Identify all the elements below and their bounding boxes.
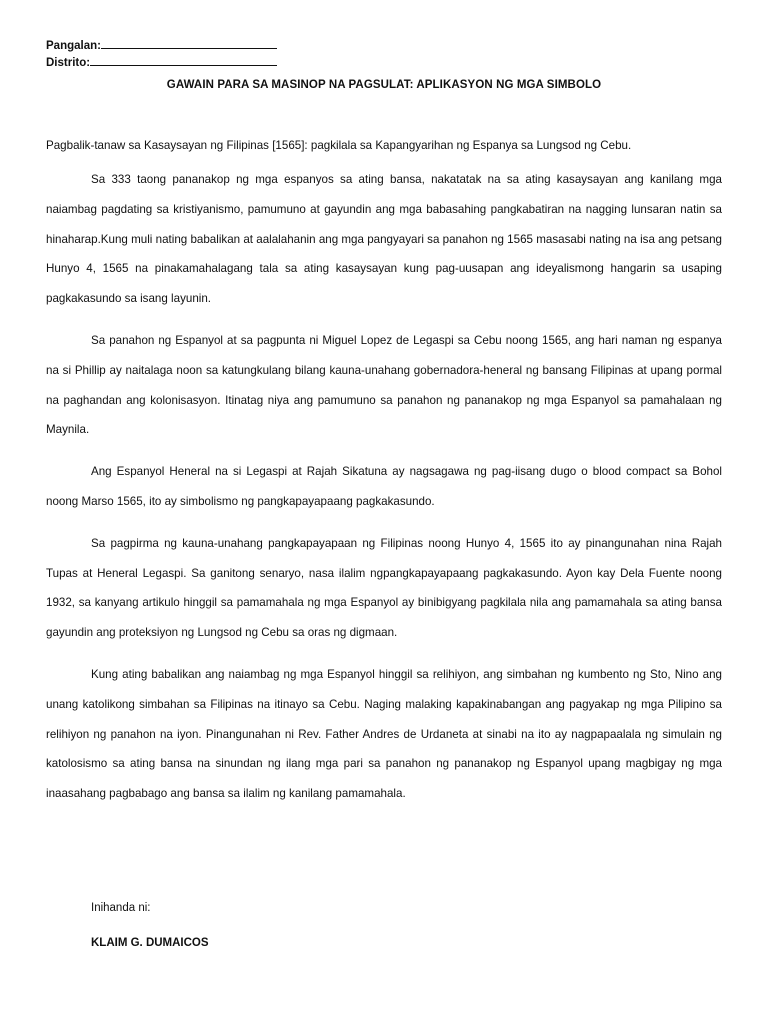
paragraph: Ang Espanyol Heneral na si Legaspi at Rajah Sikatuna ay nagsagawa ng pag-iisang dugo o blood compact sa Bohol noong Marso 1565, ito ay simbolismo ng pangkapayapaang pagkakasundo. <box>46 465 722 508</box>
name-blank-line <box>101 37 277 49</box>
paragraph: Sa panahon ng Espanyol at sa pagpunta ni Miguel Lopez de Legaspi sa Cebu noong 1565, ang hari naman ng espanya na si Phillip ay naitalaga noon sa katungkulang bilang kauna-unahang gobernadora-heneral ng bansang Filipinas at upang pormal na paghandan ang kolonisasyon. Itinatag niya ang pamumuno sa panahon ng pananakop ng mga Espanyol sa pamahalaan ng Maynila. <box>46 333 722 437</box>
signature-block <box>91 902 209 949</box>
paragraph: Sa 333 taong pananakop ng mga espanyos sa ating bansa, nakatatak na sa ating kasaysayan ang kanilang mga naiambag pagdating sa kristiyanismo, pamumuno at gayundin ang mga babasahing pangkabatiran na nagging lunsaran natin sa hinaharap.Kung muli nating babalikan at aalalahanin ang mga pangyayari sa panahon ng 1565 masasabi nating na isa ang petsang Hunyo 4, 1565 na pinakamahalagang tala sa ating kasaysayan kung pag-uusapan ang ideyalismong hangarin sa usaping pagkakasundo sa isang layunin. <box>46 173 722 306</box>
document-title: GAWAIN PARA SA MASINOP NA PAGSULAT: APLIKASYON NG MGA SIMBOLO <box>166 79 602 91</box>
district-label: Distrito: <box>46 57 91 69</box>
paragraph: Kung ating babalikan ang naiambag ng mga Espanyol hinggil sa relihiyon, ang simbahan ng kumbento ng Sto, Nino ang unang katolikong simbahan sa Filipinas na itinayo sa Cebu. Naging malaking kapakinabangan ang pagyakap ng mga Pilipino sa relihiyon ng panahon na iyon. Pinangunahan ni Rev. Father Andres de Urdaneta at sinabi na ito ay nagpapaalala ng simulain ng katolosismo sa ating bansa na sinundan ng ilang mga pari sa panahon ng pananakop ng Espanyol upang magbigay ng mga inaasahang pagbabago ang bansa sa ilalim ng kanilang pamamahala. <box>46 667 722 801</box>
intro-line: Pagbalik-tanaw sa Kasaysayan ng Filipinas [1565]: pagkilala sa Kapangyarihan ng Espanya sa Lungsod ng Cebu. <box>46 139 632 152</box>
prepared-by-label: Inihanda ni: <box>91 902 151 914</box>
district-field-row <box>46 54 277 71</box>
name-field-row <box>46 37 277 54</box>
header-fields <box>46 37 277 71</box>
author-name: KLAIM G. DUMAICOS <box>91 937 209 949</box>
document-body <box>46 137 722 821</box>
name-label: Pangalan: <box>46 40 101 52</box>
district-blank-line <box>90 54 277 66</box>
paragraph: Sa pagpirma ng kauna-unahang pangkapayapaan ng Filipinas noong Hunyo 4, 1565 ito ay pinangunahan nina Rajah Tupas at Heneral Legaspi. Sa ganitong senaryo, nasa ilalim ngpangkapayapaang pagkakasundo. Ayon kay Dela Fuente noong 1932, sa kanyang artikulo hinggil sa pamamahala ng mga Espanyol ay binibigyang pagkilala nila ang pamamahala sa ating bansa gayundin ang proteksiyon ng Lungsod ng Cebu sa oras ng digmaan. <box>46 536 722 640</box>
